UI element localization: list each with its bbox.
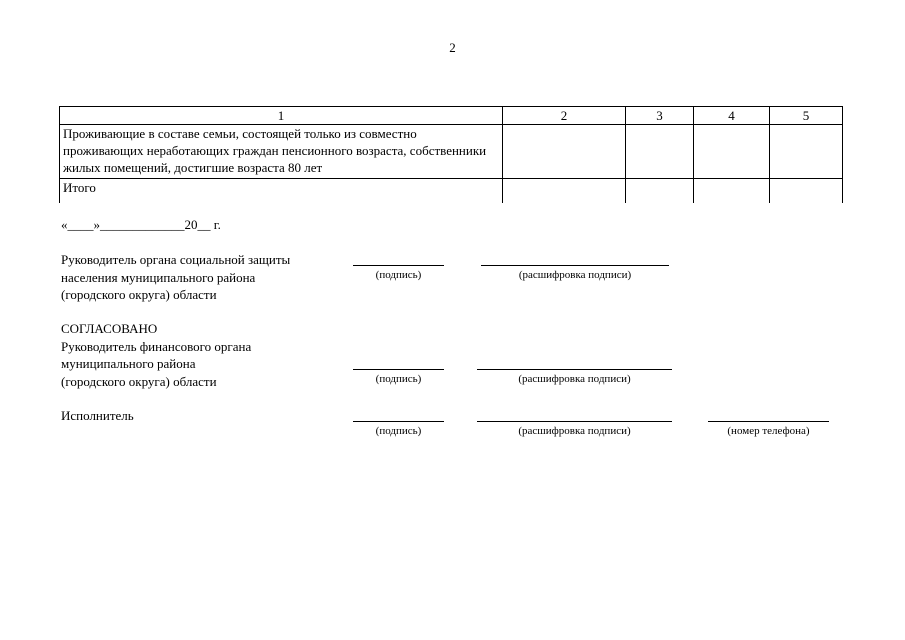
report-table [59,106,843,203]
table-cell [694,125,770,179]
signature-caption: (подпись) [375,269,422,281]
table-cell [626,179,694,204]
row-label: Итого [60,179,503,204]
table-row-total [60,179,843,204]
text-line: Руководитель органа социальной защиты [61,252,291,267]
decoding-caption: (расшифровка подписи) [518,425,631,437]
decoding-line [477,421,672,422]
table-cell [694,179,770,204]
signature-line [353,421,444,422]
text-line: Руководитель финансового органа [61,338,252,354]
decoding-line [477,369,672,370]
column-header: 1 [60,107,503,125]
column-header: 4 [694,107,770,125]
executor-label: Исполнитель [61,408,134,423]
table-cell [770,179,843,204]
signature-caption: (подпись) [375,373,422,385]
text-line: СОГЛАСОВАНО [61,321,158,336]
phone-line [708,421,829,422]
table-row [60,125,843,179]
table-cell [770,125,843,179]
table-cell [503,125,626,179]
signature-line [353,369,444,370]
column-header: 3 [626,107,694,125]
table-cell [503,179,626,204]
text-line: муниципального района [61,356,196,371]
page-number: 2 [449,40,456,55]
text-line: (городского округа) области [61,287,217,302]
phone-caption: (номер телефона) [727,425,810,437]
column-header: 5 [770,107,843,125]
signature-line [353,265,444,266]
text-line: населения муниципального района [61,269,256,285]
table-cell [626,125,694,179]
text-line: (городского округа) области [61,373,217,389]
row-label: Проживающие в составе семьи, состоящей только из совместно проживающих неработающих граждан пенсионного возраста, собственники жилых помещений, достигшие возраста 80 лет [60,125,503,179]
signature-caption: (подпись) [375,425,422,437]
agreed-signatory-title [61,320,251,390]
decoding-caption: (расшифровка подписи) [518,269,632,281]
head-signatory-title [61,251,290,304]
decoding-caption: (расшифровка подписи) [518,373,631,385]
table-header-row [60,107,843,125]
decoding-line [481,265,669,266]
date-line: «____»_____________20__ г. [61,217,221,232]
column-header: 2 [503,107,626,125]
